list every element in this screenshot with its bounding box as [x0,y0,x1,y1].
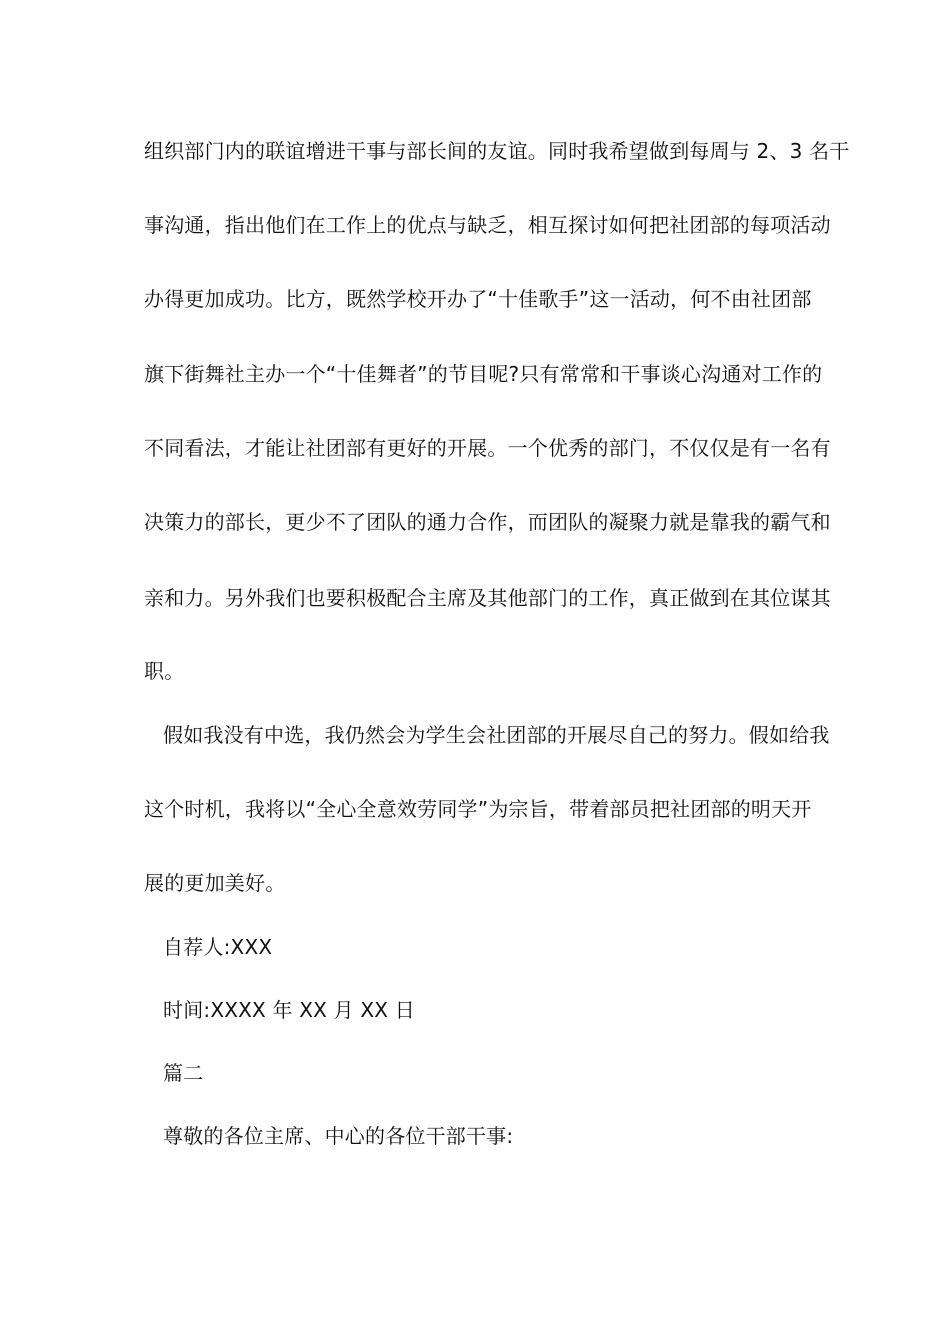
paragraph-line: 这个时机，我将以“全心全意效劳同学”为宗旨，带着部员把社团部的明天开 [144,797,812,821]
paragraph-line: 旗下街舞社主办一个“十佳舞者”的节目呢?只有常常和干事谈心沟通对工作的 [144,362,823,386]
paragraph-line: 假如我没有中选，我仍然会为学生会社团部的开展尽自己的努力。假如给我 [163,723,830,747]
paragraph-line: 决策力的部长，更少不了团队的通力合作，而团队的凝聚力就是靠我的霸气和 [144,510,831,534]
section-heading: 篇二 [163,1061,204,1085]
paragraph-line: 组织部门内的联谊增进干事与部长间的友谊。同时我希望做到每周与 2、3 名干 [144,139,850,163]
paragraph-line: 办得更加成功。比方，既然学校开办了“十佳歌手”这一活动，何不由社团部 [144,287,812,311]
paragraph-line: 事沟通，指出他们在工作上的优点与缺乏，相互探讨如何把社团部的每项活动 [144,213,831,237]
salutation-line: 尊敬的各位主席、中心的各位干部干事: [163,1124,514,1148]
paragraph-line: 职。 [144,659,185,683]
signature-line: 自荐人:XXX [163,935,273,959]
paragraph-line: 不同看法，才能让社团部有更好的开展。一个优秀的部门，不仅仅是有一名有 [144,436,831,460]
paragraph-line: 展的更加美好。 [144,871,286,895]
paragraph-line: 亲和力。另外我们也要积极配合主席及其他部门的工作，真正做到在其位谋其 [144,586,831,610]
date-line: 时间:XXXX 年 XX 月 XX 日 [163,998,415,1022]
